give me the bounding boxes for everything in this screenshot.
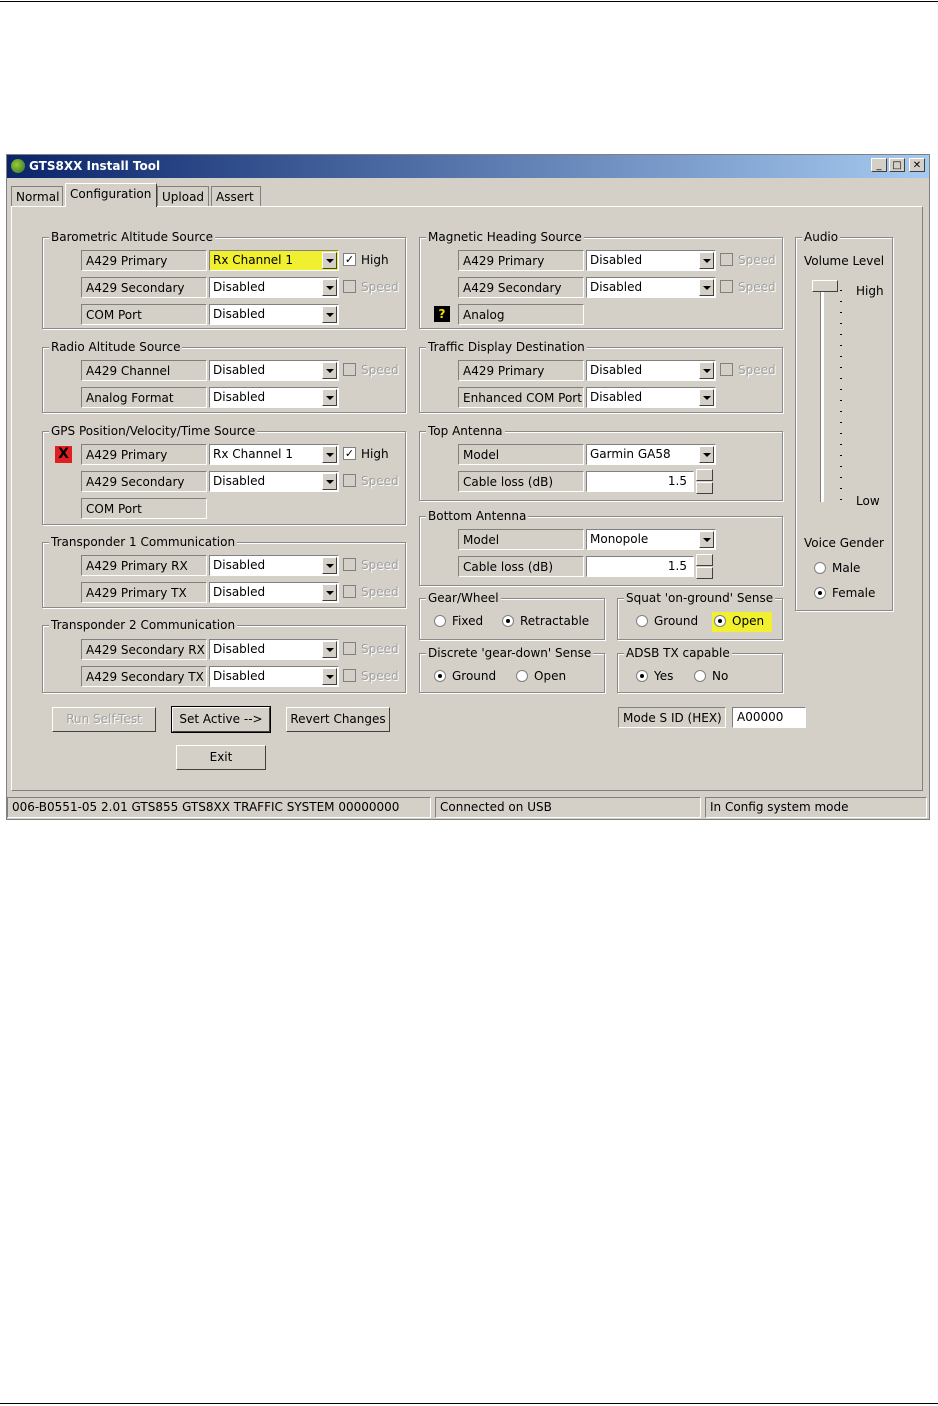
radio-alt-group <box>42 340 406 413</box>
volume-tick <box>840 378 842 379</box>
chevron-down-icon[interactable] <box>699 389 714 406</box>
baro-high-label: High <box>361 253 389 267</box>
volume-tick <box>840 334 842 335</box>
xpdr1-rx-label: A429 Primary RX <box>81 555 207 576</box>
discrete-title: Discrete 'gear-down' Sense <box>428 646 592 660</box>
radio-alt-speed-label: Speed <box>361 363 399 377</box>
volume-tick <box>840 466 842 467</box>
gear-retractable-radio[interactable] <box>502 615 514 627</box>
volume-tick <box>840 312 842 313</box>
top-antenna-group <box>419 424 783 501</box>
page-top-rule <box>0 1 938 2</box>
bottom-antenna-title: Bottom Antenna <box>428 509 527 523</box>
traffic-speed-label: Speed <box>738 363 776 377</box>
xpdr2-tx-value: Disabled <box>213 669 266 683</box>
xpdr1-rx-speed-label: Speed <box>361 558 399 572</box>
traffic-com-value: Disabled <box>590 390 643 404</box>
bottom-antenna-loss-spinner[interactable] <box>696 554 713 579</box>
baro-com-label: COM Port <box>81 304 207 325</box>
help-icon: ? <box>434 306 450 322</box>
status-connection: Connected on USB <box>435 797 701 818</box>
xpdr1-tx-speed-label: Speed <box>361 585 399 599</box>
adsb-yes-label: Yes <box>654 669 674 683</box>
top-antenna-loss-spinner[interactable] <box>696 469 713 494</box>
xpdr2-rx-label: A429 Secondary RX <box>81 639 207 660</box>
minimize-button[interactable]: _ <box>871 158 887 172</box>
squat-open-radio[interactable] <box>714 615 726 627</box>
bottom-antenna-model-value: Monopole <box>590 532 649 546</box>
top-antenna-model-label: Model <box>458 444 584 465</box>
volume-tick <box>840 477 842 478</box>
traffic-primary-value: Disabled <box>590 363 643 377</box>
top-antenna-loss-input[interactable]: 1.5 <box>586 471 694 492</box>
tab-assert[interactable]: Assert <box>211 186 261 206</box>
gear-retractable-label: Retractable <box>520 614 590 628</box>
xpdr1-tx-speed-checkbox <box>343 585 356 598</box>
xpdr2-rx-select[interactable] <box>209 639 339 660</box>
chevron-down-icon[interactable] <box>322 668 337 685</box>
baro-secondary-value: Disabled <box>213 280 266 294</box>
radio-alt-channel-label: A429 Channel <box>81 360 207 381</box>
status-mode: In Config system mode <box>705 797 927 818</box>
exit-button[interactable]: Exit <box>176 745 266 770</box>
chevron-down-icon[interactable] <box>699 252 714 269</box>
discrete-ground-radio[interactable] <box>434 670 446 682</box>
status-bar <box>7 797 929 819</box>
volume-tick <box>840 455 842 456</box>
adsb-title: ADSB TX capable <box>626 646 730 660</box>
squat-ground-label: Ground <box>654 614 699 628</box>
top-antenna-loss-label: Cable loss (dB) <box>458 471 584 492</box>
chevron-down-icon[interactable] <box>699 531 714 548</box>
volume-slider-track[interactable] <box>820 284 824 502</box>
set-active-button[interactable]: Set Active --> <box>172 707 270 732</box>
tab-upload[interactable]: Upload <box>157 186 209 206</box>
traffic-title: Traffic Display Destination <box>428 340 585 354</box>
voice-female-label: Female <box>832 586 876 600</box>
chevron-down-icon[interactable] <box>322 279 337 296</box>
xpdr2-tx-speed-checkbox <box>343 669 356 682</box>
volume-tick <box>840 301 842 302</box>
radio-alt-title: Radio Altitude Source <box>51 340 181 354</box>
volume-tick <box>840 499 842 500</box>
baro-title: Barometric Altitude Source <box>51 230 213 244</box>
maghdg-analog-label: Analog <box>458 304 584 325</box>
audio-title: Audio <box>804 230 839 244</box>
baro-group <box>42 230 406 329</box>
baro-high-checkbox[interactable]: ✓ <box>344 253 355 266</box>
top-antenna-model-select[interactable] <box>586 444 716 465</box>
baro-secondary-select[interactable] <box>209 277 339 298</box>
xpdr2-rx-speed-checkbox <box>343 642 356 655</box>
audio-group <box>795 230 893 611</box>
radio-alt-channel-select[interactable] <box>209 360 339 381</box>
adsb-yes-radio[interactable] <box>636 670 648 682</box>
gear-group <box>419 591 605 640</box>
volume-tick <box>840 422 842 423</box>
baro-speed-label: Speed <box>361 280 399 294</box>
title-bar[interactable] <box>7 155 929 178</box>
maghdg-secondary-select[interactable] <box>586 277 716 298</box>
status-device: 006-B0551-05 2.01 GTS855 GTS8XX TRAFFIC SYSTEM 00000000 <box>7 797 431 818</box>
maghdg-secondary-label: A429 Secondary <box>458 277 584 298</box>
mode-s-input[interactable]: A00000 <box>732 707 806 728</box>
discrete-ground-label: Ground <box>452 669 497 683</box>
bottom-antenna-model-label: Model <box>458 529 584 550</box>
chevron-down-icon[interactable] <box>699 446 714 463</box>
xpdr2-title: Transponder 2 Communication <box>51 618 236 632</box>
voice-female-radio[interactable] <box>814 587 826 599</box>
xpdr2-group <box>42 618 406 693</box>
baro-primary-select[interactable] <box>209 250 339 271</box>
xpdr1-tx-select[interactable] <box>209 582 339 603</box>
gps-secondary-label: A429 Secondary <box>81 471 207 492</box>
traffic-com-label: Enhanced COM Port <box>458 387 584 408</box>
volume-tick <box>840 444 842 445</box>
gear-fixed-label: Fixed <box>452 614 484 628</box>
xpdr2-rx-speed-label: Speed <box>361 642 399 656</box>
gear-title: Gear/Wheel <box>428 591 499 605</box>
bottom-antenna-loss-input[interactable]: 1.5 <box>586 556 694 577</box>
maghdg-primary-value: Disabled <box>590 253 643 267</box>
volume-tick <box>840 323 842 324</box>
gps-secondary-value: Disabled <box>213 474 266 488</box>
volume-slider-thumb[interactable] <box>812 280 838 292</box>
spin-up-icon[interactable] <box>696 554 713 566</box>
xpdr2-rx-value: Disabled <box>213 642 266 656</box>
volume-tick <box>840 345 842 346</box>
gps-speed-checkbox <box>343 474 356 487</box>
chevron-down-icon[interactable] <box>322 252 337 269</box>
chevron-down-icon[interactable] <box>322 306 337 323</box>
squat-open-label: Open <box>732 614 765 628</box>
window-title: GTS8XX Install Tool <box>29 159 161 173</box>
maghdg-primary-label: A429 Primary <box>458 250 584 271</box>
mode-s-label: Mode S ID (HEX) <box>618 707 726 728</box>
maghdg-primary-speed-label: Speed <box>738 253 776 267</box>
adsb-no-radio[interactable] <box>694 670 706 682</box>
adsb-group <box>617 646 783 693</box>
squat-ground-radio[interactable] <box>636 615 648 627</box>
maghdg-primary-speed-checkbox <box>720 253 733 266</box>
xpdr1-rx-value: Disabled <box>213 558 266 572</box>
gps-title: GPS Position/Velocity/Time Source <box>51 424 256 438</box>
baro-secondary-label: A429 Secondary <box>81 277 207 298</box>
gps-primary-label: A429 Primary <box>81 444 207 465</box>
volume-tick <box>840 488 842 489</box>
volume-tick <box>840 290 842 291</box>
volume-high-label: High <box>856 284 884 298</box>
volume-tick <box>840 367 842 368</box>
volume-tick <box>840 433 842 434</box>
xpdr1-title: Transponder 1 Communication <box>51 535 236 549</box>
radio-alt-speed-checkbox <box>343 363 356 376</box>
app-window <box>6 154 930 820</box>
discrete-open-radio[interactable] <box>516 670 528 682</box>
xpdr1-tx-value: Disabled <box>213 585 266 599</box>
baro-com-value: Disabled <box>213 307 266 321</box>
xpdr1-group <box>42 535 406 608</box>
gps-high-checkbox[interactable]: ✓ <box>344 447 355 460</box>
volume-tick <box>840 389 842 390</box>
traffic-speed-checkbox <box>720 363 733 376</box>
traffic-primary-select[interactable] <box>586 360 716 381</box>
baro-primary-label: A429 Primary <box>81 250 207 271</box>
volume-label: Volume Level <box>804 254 885 268</box>
revert-changes-button[interactable]: Revert Changes <box>286 707 390 732</box>
traffic-group <box>419 340 783 413</box>
baro-speed-checkbox <box>343 280 356 293</box>
radio-alt-format-value: Disabled <box>213 390 266 404</box>
gear-fixed-radio[interactable] <box>434 615 446 627</box>
volume-tick <box>840 356 842 357</box>
chevron-down-icon[interactable] <box>699 362 714 379</box>
baro-primary-value: Rx Channel 1 <box>213 253 293 267</box>
squat-title: Squat 'on-ground' Sense <box>626 591 774 605</box>
xpdr2-tx-label: A429 Secondary TX <box>81 666 207 687</box>
chevron-down-icon[interactable] <box>322 473 337 490</box>
discrete-group <box>419 646 605 693</box>
volume-tick <box>840 400 842 401</box>
maximize-button[interactable]: □ <box>889 158 905 172</box>
xpdr2-tx-select[interactable] <box>209 666 339 687</box>
baro-com-select[interactable] <box>209 304 339 325</box>
volume-low-label: Low <box>856 494 880 508</box>
gps-group <box>42 424 406 525</box>
spin-up-icon[interactable] <box>696 469 713 481</box>
run-self-test-button[interactable]: Run Self-Test <box>52 707 156 732</box>
maghdg-secondary-speed-checkbox <box>720 280 733 293</box>
chevron-down-icon[interactable] <box>322 557 337 574</box>
gps-speed-label: Speed <box>361 474 399 488</box>
page-bottom-rule <box>0 1403 938 1404</box>
gps-primary-select[interactable] <box>209 444 339 465</box>
squat-group <box>617 591 783 640</box>
voice-male-radio[interactable] <box>814 562 826 574</box>
chevron-down-icon[interactable] <box>322 446 337 463</box>
spin-down-icon[interactable] <box>696 567 713 579</box>
radio-alt-format-label: Analog Format <box>81 387 207 408</box>
chevron-down-icon[interactable] <box>322 389 337 406</box>
maghdg-secondary-value: Disabled <box>590 280 643 294</box>
xpdr1-tx-label: A429 Primary TX <box>81 582 207 603</box>
tab-configuration[interactable]: Configuration <box>65 183 157 207</box>
configuration-panel <box>11 206 923 791</box>
xpdr2-tx-speed-label: Speed <box>361 669 399 683</box>
radio-alt-format-select[interactable] <box>209 387 339 408</box>
maghdg-primary-select[interactable] <box>586 250 716 271</box>
gps-secondary-select[interactable] <box>209 471 339 492</box>
adsb-no-label: No <box>712 669 729 683</box>
maghdg-group <box>419 230 783 329</box>
voice-gender-label: Voice Gender <box>804 536 884 550</box>
chevron-down-icon[interactable] <box>322 641 337 658</box>
top-antenna-model-value: Garmin GA58 <box>590 447 671 461</box>
app-icon <box>11 159 25 173</box>
maghdg-title: Magnetic Heading Source <box>428 230 582 244</box>
spin-down-icon[interactable] <box>696 482 713 494</box>
gps-primary-value: Rx Channel 1 <box>213 447 293 461</box>
discrete-open-label: Open <box>534 669 567 683</box>
volume-tick <box>840 411 842 412</box>
bottom-antenna-model-select[interactable] <box>586 529 716 550</box>
xpdr1-rx-select[interactable] <box>209 555 339 576</box>
maghdg-secondary-speed-label: Speed <box>738 280 776 294</box>
chevron-down-icon[interactable] <box>322 362 337 379</box>
traffic-com-select[interactable] <box>586 387 716 408</box>
gps-high-label: High <box>361 447 389 461</box>
bottom-antenna-loss-label: Cable loss (dB) <box>458 556 584 577</box>
chevron-down-icon[interactable] <box>322 584 337 601</box>
gps-com-label: COM Port <box>81 498 207 519</box>
traffic-primary-label: A429 Primary <box>458 360 584 381</box>
tab-normal[interactable]: Normal <box>11 186 63 206</box>
voice-male-label: Male <box>832 561 861 575</box>
close-button[interactable]: ✕ <box>909 158 925 172</box>
error-icon: X <box>55 446 72 463</box>
radio-alt-channel-value: Disabled <box>213 363 266 377</box>
chevron-down-icon[interactable] <box>699 279 714 296</box>
xpdr1-rx-speed-checkbox <box>343 558 356 571</box>
top-antenna-title: Top Antenna <box>428 424 503 438</box>
bottom-antenna-group <box>419 509 783 586</box>
